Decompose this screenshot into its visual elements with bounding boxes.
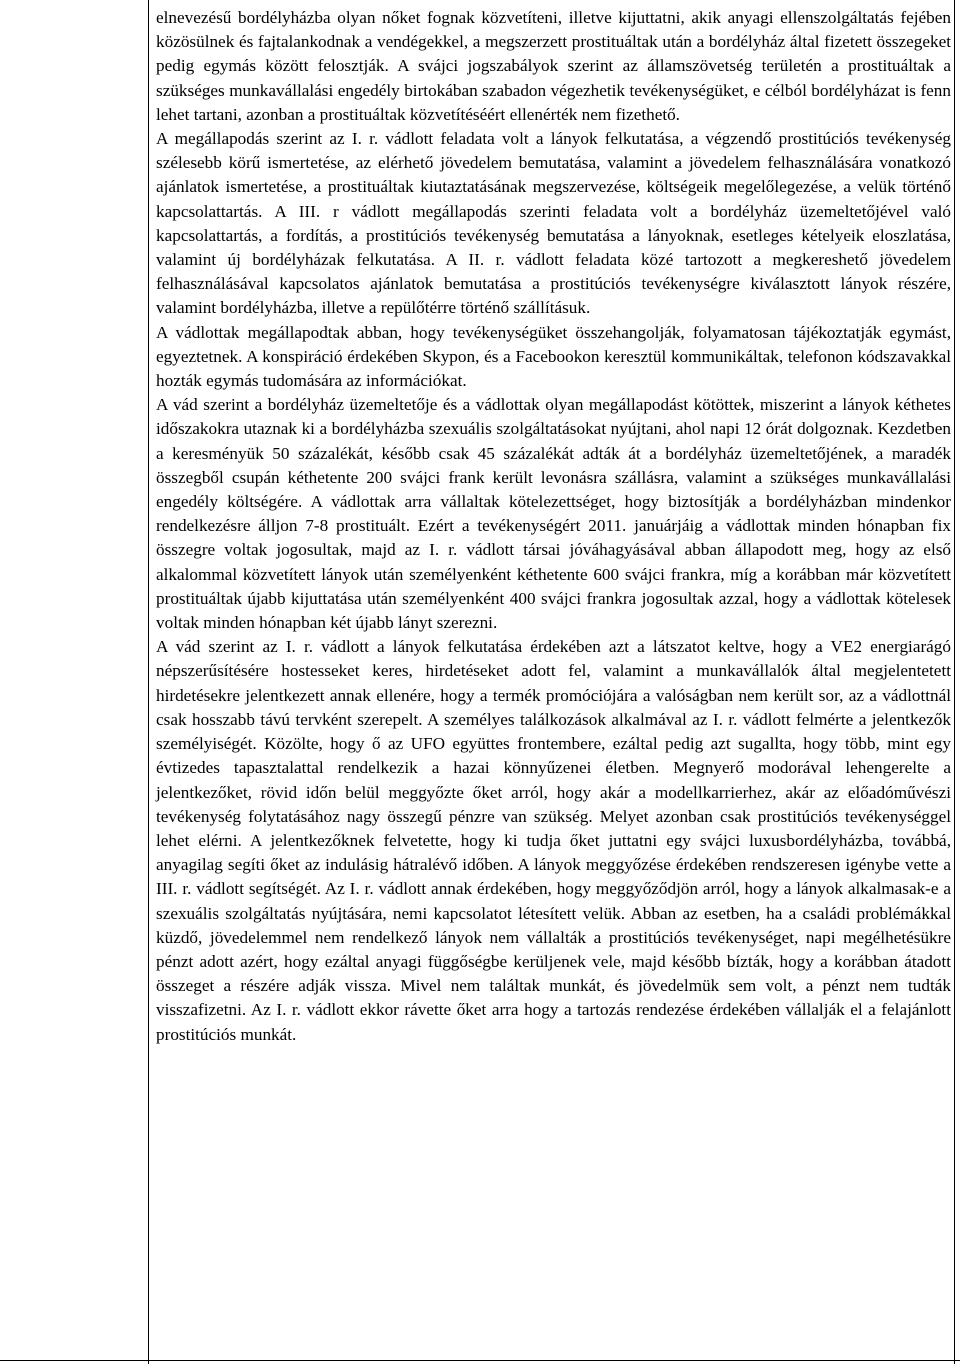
paragraph-3: A vádlottak megállapodtak abban, hogy tevékenységüket összehangolják, folyamatosan tájékoztatják egymást, egyeztetnek. A konspiráció érdekében Skypon, és a Facebookon keresztül kommunikáltak, telefonon kódszavakkal hozták egymás tudomására az információkat. <box>156 322 951 391</box>
bottom-margin-rule <box>0 1360 960 1361</box>
right-margin-rule <box>954 0 955 1364</box>
left-margin-rule <box>148 0 149 1364</box>
paragraph-5: A vád szerint az I. r. vádlott a lányok felkutatása érdekében azt a látszatot keltve, hogy a VE2 energiarágó népszerűsítésére hostesseket keres, hirdetéseket adott fel, valamint a munkavállalók által megjelentetett hirdetésekre jelentkezett annak ellenére, hogy a termék promóciójára a valóságban nem került sor, az a vádlottnál csak hosszabb távú tervként szerepelt. A személyes találkozások alkalmával az I. r. vádlott felmérte a jelentkezők személyiségét. Közölte, hogy ő az UFO együttes frontembere, ezáltal pedig azt sugallta, hogy több, mint egy évtizedes tapasztalattal rendelkezik a hazai könnyűzenei életben. Megnyerő modorával lehengerelte a jelentkezőket, rövid időn belül meggyőzte őket arról, hogy akár a modellkarrierhez, akár az előadóművészi tevékenység folytatásához nagy összegű pénzre van szükség. Melyet azonban csak prostitúciós tevékenységgel lehet elérni. A jelentkezőknek felvetette, hogy ki tudja őket juttatni egy svájci luxusbordélyházba, továbbá, anyagilag segíti őket az indulásig hátralévő időben. A lányok meggyőzése érdekében rendszeresen igénybe vette a III. r. vádlott segítségét. Az I. r. vádlott annak érdekében, hogy meggyőződjön arról, hogy a lányok alkalmasak-e a szexuális szolgáltatás nyújtására, nemi kapcsolatot létesített velük. Abban az esetben, ha a családi problémákkal küzdő, jövedelemmel nem rendelkező lányok nem vállalták a prostitúciós tevékenységet, napi megélhetésükre pénzt adott azért, hogy ezáltal anyagi függőségbe kerüljenek vele, majd később bízták, hogy a korábban átadott összeget a részére adják vissza. Mivel nem találtak munkát, és jövedelmük sem volt, a pénzt nem tudták visszafizetni. Az I. r. vádlott ekkor rávette őket arra hogy a tartozás rendezése érdekében vállalják el a felajánlott prostitúciós munkát. <box>156 637 951 1044</box>
paragraph-1: elnevezésű bordélyházba olyan nőket fognak közvetíteni, illetve kijuttatni, akik anyagi ellenszolgáltatás fejében közösülnek és fajtalankodnak a vendégekkel, a megszerzett prostituáltak után a bordélyház által fizetett összegeket pedig egymás között felosztják. A svájci jogszabályok szerint az államszövetség területén a prostituáltak a szükséges munkavállalási engedély birtokában szabadon végezhetik tevékenységüket, e célból bordélyházat is fenn lehet tartani, azonban a prostituáltak közvetítéséért ellenérték nem fizethető. <box>156 8 951 124</box>
document-body <box>156 6 951 1047</box>
paragraph-4: A vád szerint a bordélyház üzemeltetője és a vádlottak olyan megállapodást kötöttek, miszerint a lányok kéthetes időszakokra utaznak ki a bordélyházba szexuális szolgáltatásokat nyújtani, ahol napi 12 órát dolgoznak. Kezdetben a keresményük 50 százalékát, később csak 45 százalékát adták át a bordélyház üzemeltetőjének, a maradék összegből csupán kéthetente 200 svájci frank került levonásra szállásra, valamint a szükséges munkavállalási engedély költségére. A vádlottak arra vállaltak kötelezettséget, hogy biztosítják a bordélyházban mindenkor rendelkezésre álljon 7-8 prostituált. Ezért a tevékenységért 2011. januárjáig a vádlottak minden hónapban fix összegre voltak jogosultak, majd az I. r. vádlott társai jóváhagyásával abban állapodott meg, hogy az első alkalommal közvetített lányok után személyenként kéthetente 600 svájci frankra, míg a korábban már közvetített prostituáltak újabb kijuttatása után személyenként 400 svájci frankra jogosultak azzal, hogy a vádlottak kötelesek voltak minden hónapban két újabb lányt szerezni. <box>156 395 951 633</box>
paragraph-2: A megállapodás szerint az I. r. vádlott feladata volt a lányok felkutatása, a végzendő prostitúciós tevékenység szélesebb körű ismertetése, az elérhető jövedelem bemutatása, valamint a jövedelem felhasználására vonatkozó ajánlatok ismertetése, a prostituáltak kiutaztatásának megszervezése, költségeik megelőlegezése, a velük történő kapcsolattartás. A III. r vádlott megállapodás szerinti feladata volt a bordélyház üzemeltetőjével való kapcsolattartás, a fordítás, a prostitúciós tevékenység bemutatása a lányoknak, esetleges kételyeik eloszlatása, valamint új bordélyházak felkutatása. A II. r. vádlott feladata közé tartozott a megkereshető jövedelem felhasználásával kapcsolatos ajánlatok bemutatása a prostitúciós tevékenységre kiválasztott lányok részére, valamint bordélyházba, illetve a repülőtérre történő szállításuk. <box>156 129 951 318</box>
